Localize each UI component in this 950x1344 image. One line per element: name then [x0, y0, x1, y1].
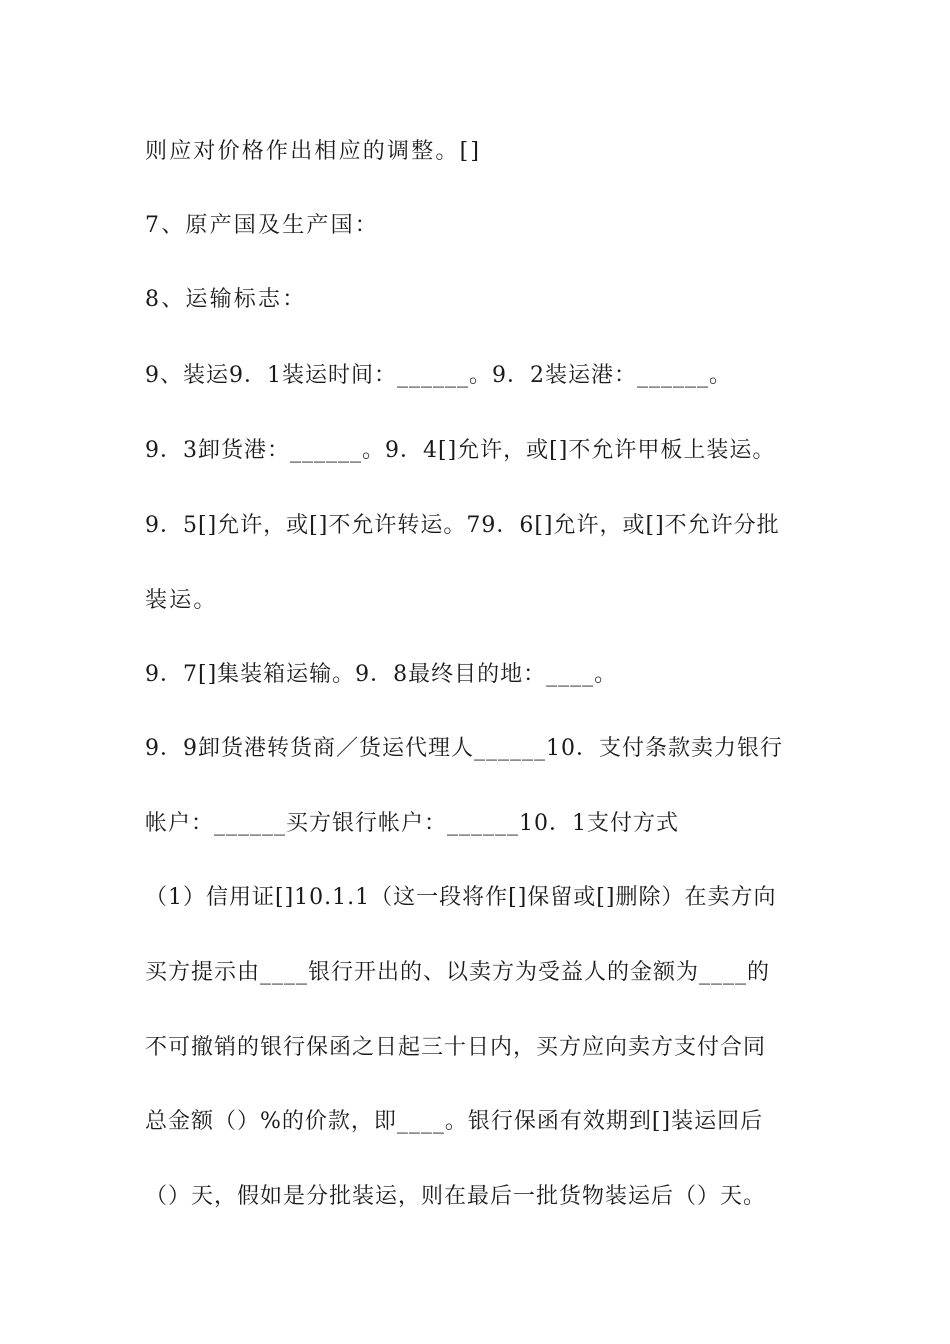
text-line-3: 8、运输标志：	[145, 287, 307, 312]
text-line-7: 装运。	[145, 588, 218, 613]
text-line-9: 9．9卸货港转货商／货运代理人______10．支付条款卖力银行	[145, 736, 783, 761]
text-line-1: 则应对价格作出相应的调整。[]	[145, 139, 482, 164]
text-line-12: 买方提示由____银行开出的、以卖方为受益人的金额为____的	[145, 960, 771, 985]
text-line-10: 帐户：______买方银行帐户：______10．1支付方式	[145, 811, 679, 836]
text-line-14: 总金额（）%的价款，即____。银行保函有效期到[]装运回后	[145, 1109, 764, 1134]
text-line-11: （1）信用证[]10.1.1（这一段将作[]保留或[]删除）在卖方向	[145, 885, 777, 910]
text-line-2: 7、原产国及生产国：	[145, 213, 379, 238]
text-line-8: 9．7[]集装箱运输。9．8最终目的地：____。	[145, 662, 618, 687]
text-line-4: 9、装运9．1装运时间：______。9．2装运港：______。	[145, 363, 732, 388]
text-line-5: 9．3卸货港：______。9．4[]允许，或[]不允许甲板上装运。	[145, 438, 776, 463]
text-line-6: 9．5[]允许，或[]不允许转运。79．6[]允许，或[]不允许分批	[145, 513, 780, 538]
text-line-13: 不可撤销的银行保函之日起三十日内，买方应向卖方支付合同	[145, 1035, 767, 1060]
text-line-15: （）天，假如是分批装运，则在最后一批货物装运后（）天。	[145, 1184, 767, 1209]
